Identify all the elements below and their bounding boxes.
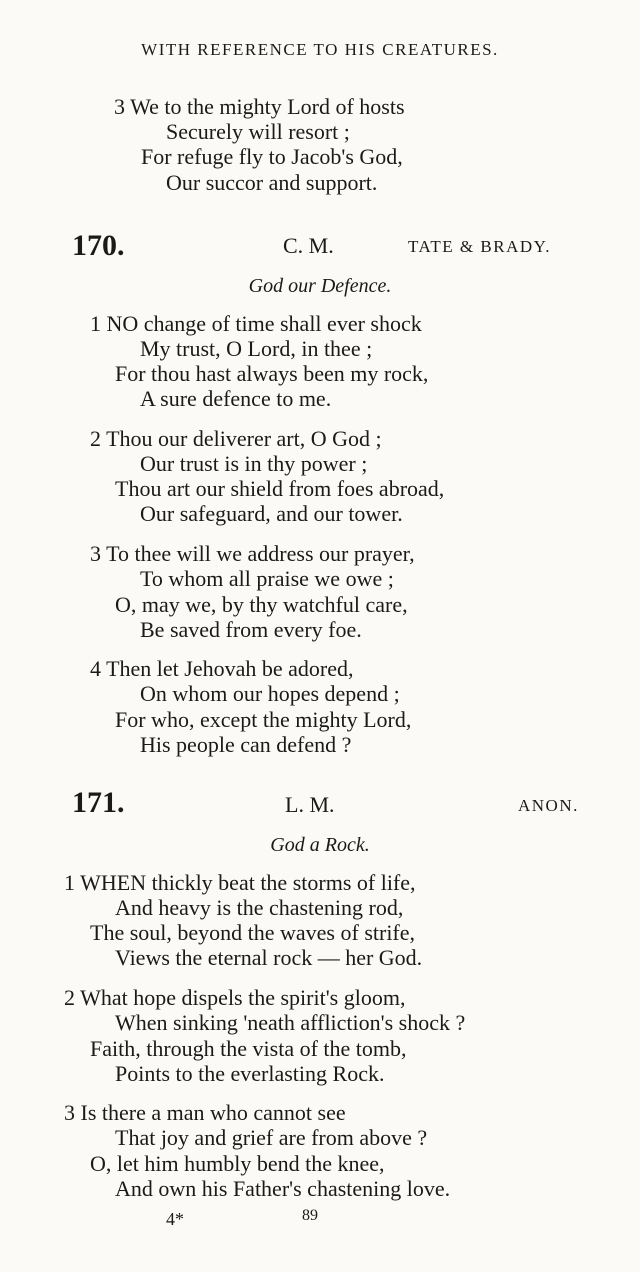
verse-line: On whom our hopes depend ;: [140, 681, 400, 706]
verse-line: The soul, beyond the waves of strife,: [90, 920, 416, 945]
verse-line: Faith, through the vista of the tomb,: [90, 1036, 407, 1061]
hymn-meter: L. M.: [285, 792, 335, 817]
signature-mark: 4*: [166, 1209, 184, 1229]
verse-line: A sure defence to me.: [140, 386, 332, 411]
verse-line: Views the eternal rock — her God.: [115, 945, 423, 970]
verse-line: 2 What hope dispels the spirit's gloom,: [64, 985, 406, 1010]
hymn-title: God a Rock.: [270, 834, 370, 856]
verse-line: 1 NO change of time shall ever shock: [90, 311, 422, 336]
verse-line: 3 Is there a man who cannot see: [64, 1100, 346, 1125]
verse-line: Our trust is in thy power ;: [140, 451, 368, 476]
verse-line: Be saved from every foe.: [140, 617, 362, 642]
verse-line: My trust, O Lord, in thee ;: [140, 336, 373, 361]
verse-line: Securely will resort ;: [166, 119, 350, 144]
verse-line: That joy and grief are from above ?: [115, 1125, 428, 1150]
hymn-title: God our Defence.: [248, 275, 392, 297]
verse-line: Points to the everlasting Rock.: [115, 1061, 385, 1086]
verse-line: For refuge fly to Jacob's God,: [141, 144, 403, 169]
verse-line: To whom all praise we owe ;: [140, 566, 394, 591]
hymn-author: ANON.: [518, 796, 579, 815]
hymn-author: TATE & BRADY.: [408, 237, 551, 256]
hymn-meter: C. M.: [283, 233, 334, 258]
verse-line: Our safeguard, and our tower.: [140, 501, 403, 526]
verse-line: 3 We to the mighty Lord of hosts: [114, 94, 405, 119]
page-number: 89: [302, 1207, 318, 1224]
verse-line: For who, except the mighty Lord,: [115, 707, 412, 732]
verse-line: His people can defend ?: [140, 732, 352, 757]
verse-line: Our succor and support.: [166, 170, 378, 195]
verse-line: 4 Then let Jehovah be adored,: [90, 656, 354, 681]
hymn-number: 170.: [72, 229, 125, 262]
verse-line: For thou hast always been my rock,: [115, 361, 429, 386]
verse-line: 3 To thee will we address our prayer,: [90, 541, 415, 566]
hymn-number: 171.: [72, 786, 125, 819]
verse-line: 2 Thou our deliverer art, O God ;: [90, 426, 382, 451]
verse-line: When sinking 'neath affliction's shock ?: [115, 1010, 466, 1035]
verse-line: O, may we, by thy watchful care,: [115, 592, 408, 617]
running-head: WITH REFERENCE TO HIS CREATURES.: [141, 40, 499, 59]
verse-line: Thou art our shield from foes abroad,: [115, 476, 445, 501]
verse-line: And own his Father's chastening love.: [115, 1176, 451, 1201]
verse-line: 1 WHEN thickly beat the storms of life,: [64, 870, 416, 895]
verse-line: And heavy is the chastening rod,: [115, 895, 404, 920]
verse-line: O, let him humbly bend the knee,: [90, 1151, 385, 1176]
